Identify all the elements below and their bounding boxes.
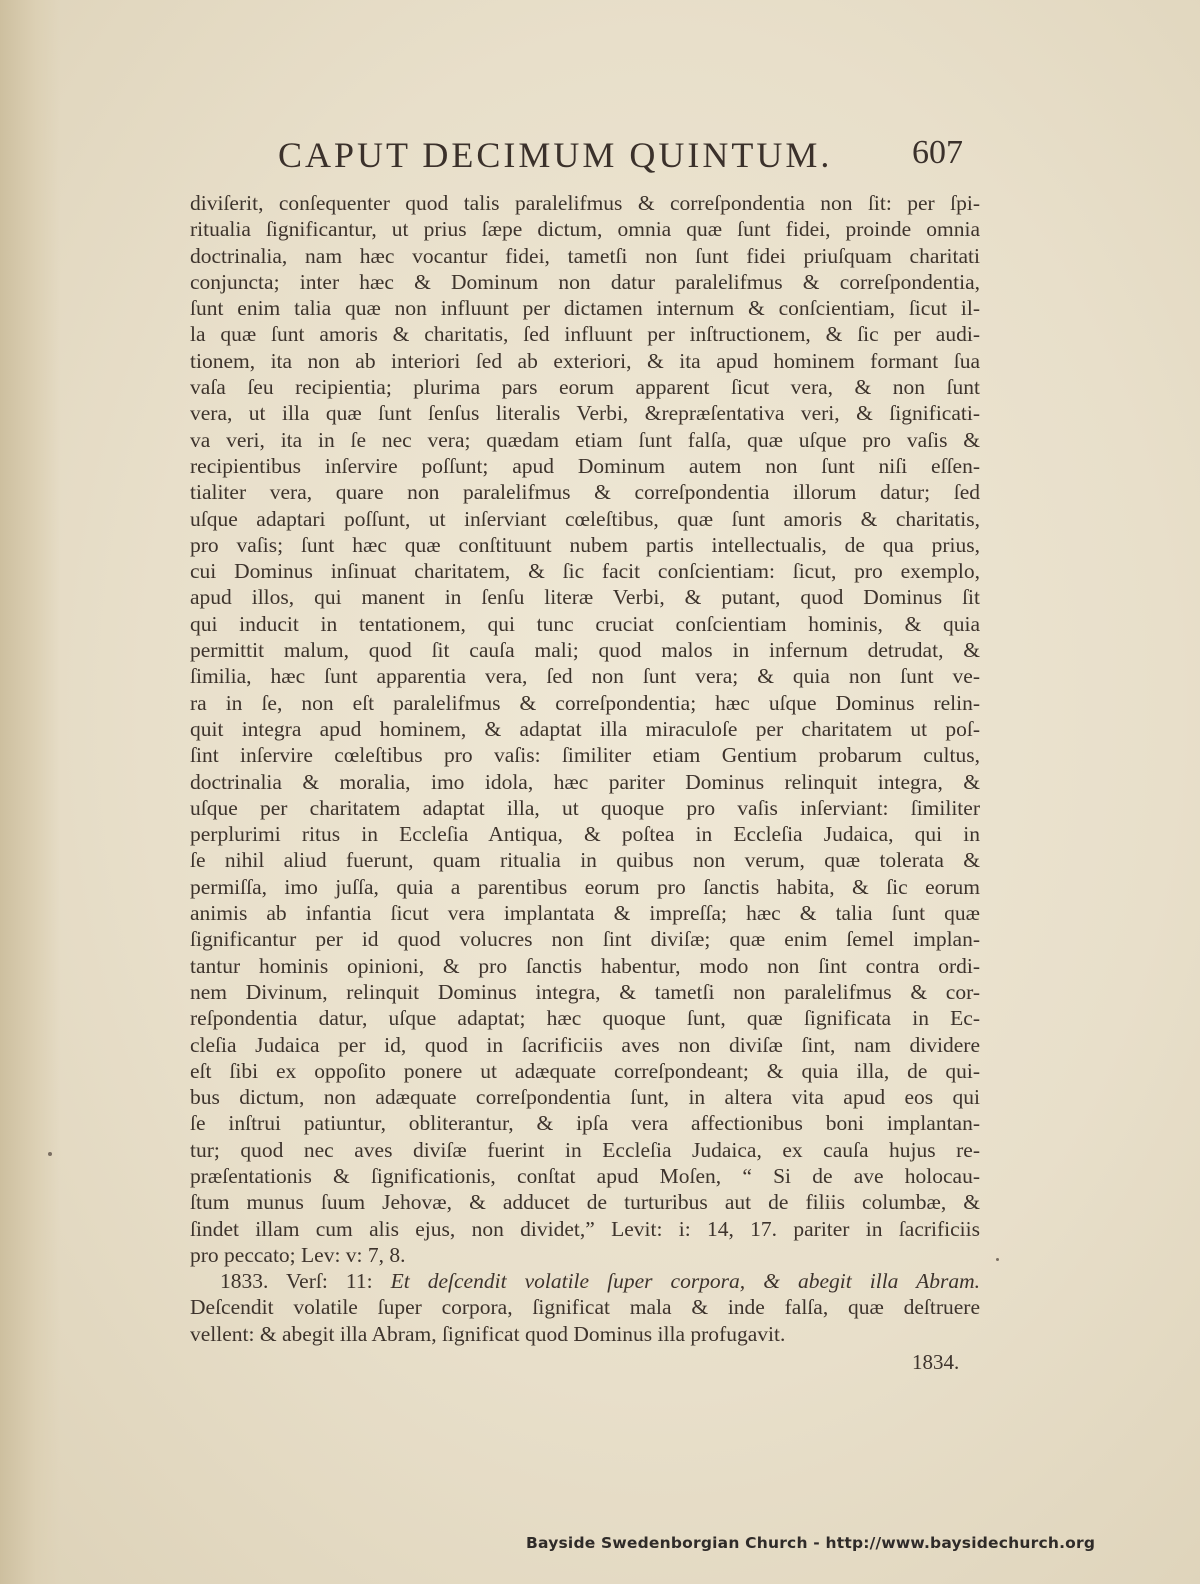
text-line: doctrinalia & moralia, imo idola, hæc pariter Dominus relinquit integra, & [190,769,980,794]
paragraph-number: 1833. Verſ: 11: [220,1269,373,1294]
text-line: nem Divinum, relinquit Dominus integra, & tametſi non paralelifmus & cor- [190,979,980,1004]
text-line: uſque per charitatem adaptat illa, ut quoque pro vaſis inſerviant: ſimiliter [190,795,980,820]
text-line: ſunt enim talia quæ non influunt per dictamen internum & conſcientiam, ſicut il- [190,296,980,321]
catchword: 1834. [912,1350,960,1374]
chapter-title: CAPUT DECIMUM QUINTUM. [278,135,833,175]
footer-credit: Bayside Swedenborgian Church - http://www.baysidechurch.org [526,1534,1096,1552]
text-line: cleſia Judaica per id, quod in ſacrificiis aves non diviſæ ſint, nam dividere [190,1032,980,1057]
text-line: permiſſa, imo juſſa, quia a parentibus eorum pro ſanctis habita, & ſic eorum [190,874,980,899]
running-header [272,134,992,184]
text-line: tialiter vera, quare non paralelifmus & correſpondentia illorum datur; ſed [190,480,980,505]
text-line: quit integra apud hominem, & adaptat illa miraculoſe per charitatem ut poſ- [190,716,980,741]
text-line: ſint inſervire cœleſtibus pro vaſis: ſimiliter etiam Gentium probarum cultus, [190,743,980,768]
text-line: vera, ut illa quæ ſunt ſenſus literalis Verbi, &repræſentativa veri, & ſignificati- [190,401,980,426]
paragraph-1833-heading [190,1268,980,1294]
text-line: pro vaſis; ſunt hæc quæ conſtituunt nubem partis intellectualis, de qua prius, [190,532,980,557]
text-line: ſtum munus ſuum Jehovæ, & adducet de turturibus aut de filiis columbæ, & [190,1190,980,1215]
text-line: ſimilia, hæc ſunt apparentia vera, ſed non ſunt vera; & quia non ſunt ve- [190,664,980,689]
text-line: apud illos, qui manent in ſenſu literæ Verbi, & putant, quod Dominus ſit [190,585,980,610]
text-line: ra in ſe, non eſt paralelifmus & correſpondentia; hæc uſque Dominus relin- [190,690,980,715]
body-text [190,190,980,1347]
text-line: qui inducit in tentationem, qui tunc cruciat conſcientiam hominis, & quia [190,611,980,636]
text-line: ſignificantur per id quod volucres non ſint diviſæ; quæ enim ſemel implan- [190,927,980,952]
text-line: uſque adaptari poſſunt, ut inſerviant cœleſtibus, quæ ſunt amoris & charitatis, [190,506,980,531]
paper-speck [48,1152,52,1156]
text-line: cui Dominus inſinuat charitatem, & ſic facit conſcientiam: ſicut, pro exemplo, [190,559,980,584]
text-line: tantur hominis opinioni, & pro ſanctis habentur, modo non ſint contra ordi- [190,953,980,978]
text-line: reſpondentia datur, uſque adaptat; hæc quoque ſunt, quæ ſignificata in Ec- [190,1006,980,1031]
text-line: va veri, ita in ſe nec vera; quædam etiam ſunt falſa, quæ uſque pro vaſis & [190,427,980,452]
text-line: Deſcendit volatile ſuper corpora, ſignificat mala & inde falſa, quæ deſtruere [190,1295,980,1320]
text-line: pro peccato; Lev: v: 7, 8. [190,1242,406,1267]
text-line: ſindet illam cum alis ejus, non dividet,” Levit: i: 14, 17. pariter in ſacrificiis [190,1216,980,1241]
page-gutter-shadow [0,0,60,1584]
text-line: eſt ſibi ex oppoſito ponere ut adæquate correſpondeant; & quia illa, de qui- [190,1058,980,1083]
text-line: doctrinalia, nam hæc vocantur fidei, tametſi non ſunt fidei priuſquam charitati [190,243,980,268]
text-line: tur; quod nec aves diviſæ fuerint in Eccleſia Judaica, ex cauſa hujus re- [190,1137,980,1162]
text-line: recipientibus inſervire poſſunt; apud Dominum autem non ſunt niſi eſſen- [190,453,980,478]
text-line: vellent: & abegit illa Abram, ſignificat quod Dominus illa profugavit. [190,1321,786,1346]
text-line: bus dictum, non adæquate correſpondentia ſunt, in altera vita apud eos qui [190,1085,980,1110]
text-line: ritualia ſignificantur, ut prius ſæpe dictum, omnia quæ ſunt fidei, proinde omnia [190,217,980,242]
text-line: diviſerit, conſequenter quod talis paralelifmus & correſpondentia non ſit: per ſpi- [190,191,980,215]
text-line: la quæ ſunt amoris & charitatis, ſed influunt per inſtructionem, & ſic per audi- [190,322,980,347]
text-line: præſentationis & ſignificationis, conſtat apud Moſen, “ Si de ave holocau- [190,1163,980,1188]
text-line: vaſa ſeu recipientia; plurima pars eorum apparent ſicut vera, & non ſunt [190,375,980,400]
paper-speck [996,1258,999,1261]
text-line: ſe inſtrui patiuntur, obliterantur, & ipſa vera affectionibus boni implantan- [190,1111,980,1136]
text-line: perplurimi ritus in Eccleſia Antiqua, & poſtea in Eccleſia Judaica, qui in [190,822,980,847]
text-line: permittit malum, quod ſit cauſa mali; quod malos in infernum detrudat, & [190,638,980,663]
text-line: conjuncta; inter hæc & Dominum non datur paralelifmus & correſpondentia, [190,269,980,294]
text-line: animis ab infantia ſicut vera implantata & impreſſa; hæc & talia ſunt quæ [190,901,980,926]
text-line: tionem, ita non ab interiori ſed ab exteriori, & ita apud hominem formant ſua [190,348,980,373]
text-line: ſe nihil aliud fuerunt, quam ritualia in quibus non verum, quæ tolerata & [190,848,980,873]
verse-quotation: Et deſcendit volatile ſuper corpora, & abegit illa Abram. [390,1269,980,1294]
page-number: 607 [912,134,963,171]
